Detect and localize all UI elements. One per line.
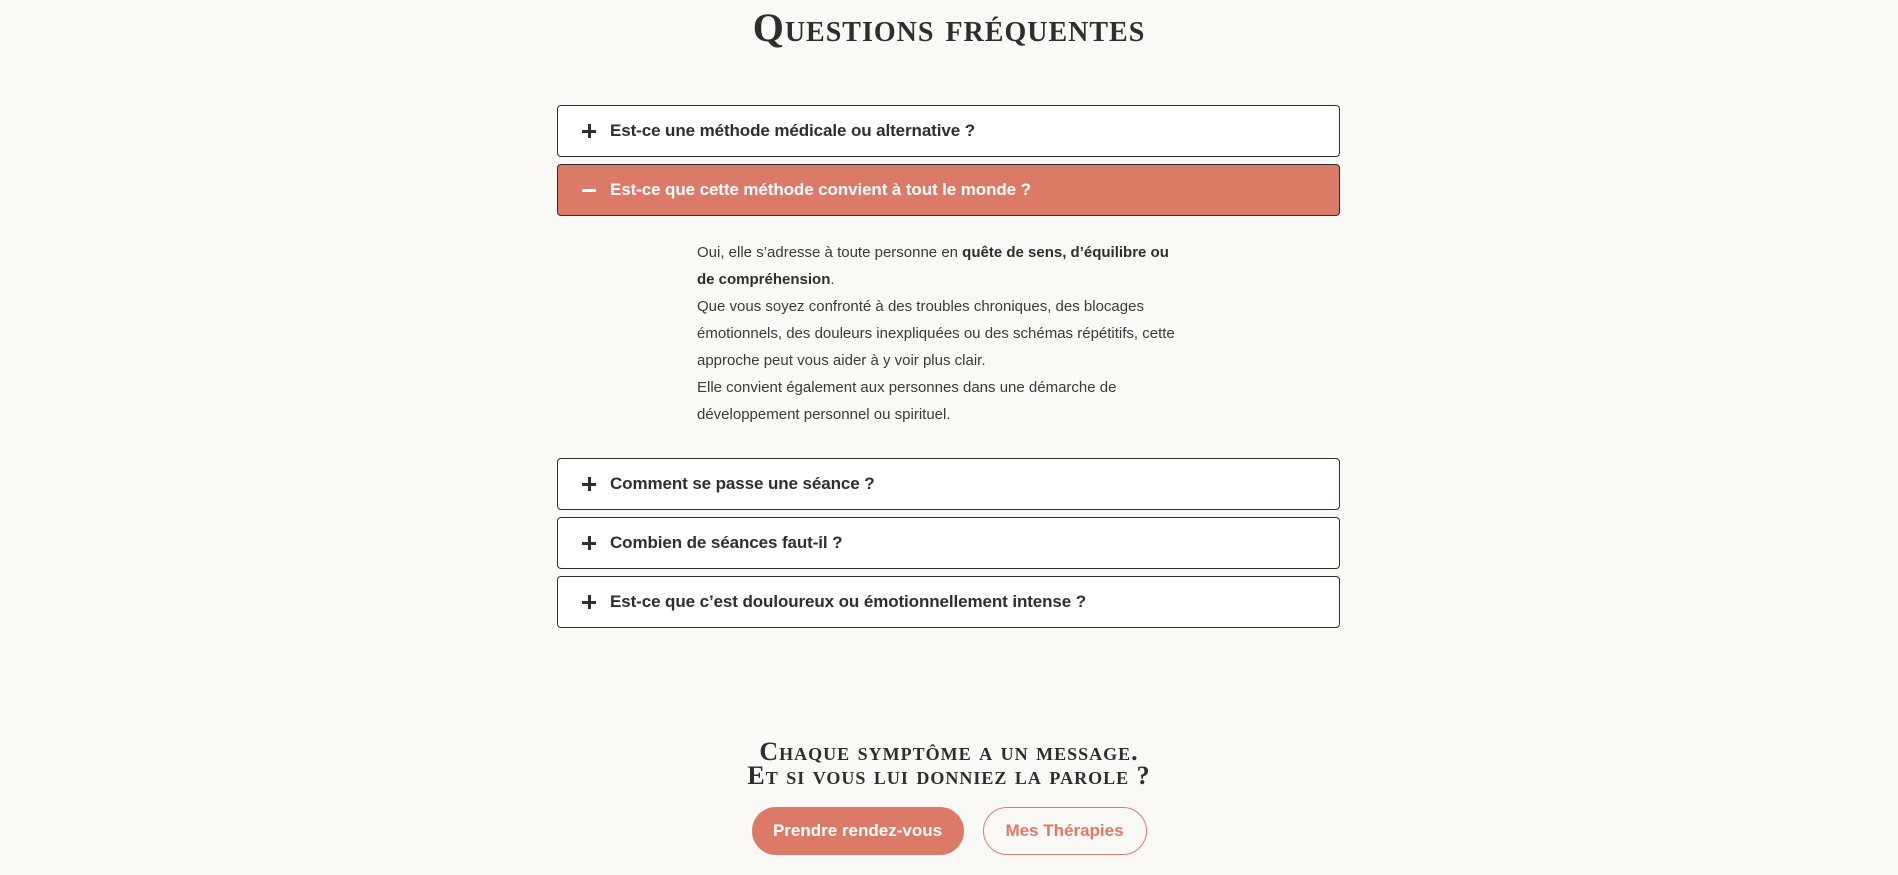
answer-text: Oui, elle s’adresse à toute personne en	[697, 244, 963, 261]
faq-question: Est-ce une méthode médicale ou alternative ?	[610, 121, 975, 140]
book-appointment-button[interactable]: Prendre rendez-vous	[752, 807, 964, 855]
faq-question: Comment se passe une séance ?	[610, 474, 875, 493]
faq-item-count[interactable]	[557, 517, 1340, 569]
therapies-button[interactable]: Mes Thérapies	[983, 807, 1147, 855]
cta-heading	[0, 737, 1898, 790]
cta-buttons	[0, 807, 1898, 855]
faq-question: Est-ce que cette méthode convient à tout le monde ?	[610, 180, 1031, 199]
faq-title: Questions fréquentes	[752, 5, 1146, 50]
answer-paragraph: Que vous soyez confronté à des troubles chroniques, des blocages émotionnels, des douleurs inexpliquées ou des schémas répétitifs, cette approche peut vous aider à y voir plus clair.	[697, 298, 1175, 369]
answer-emphasis: quête de sens, d’équilibre ou de compréhension	[697, 244, 1169, 288]
answer-text: .	[830, 271, 835, 288]
faq-answer-panel	[697, 239, 1177, 428]
plus-icon	[580, 593, 598, 611]
faq-question: Est-ce que c’est douloureux ou émotionnellement intense ?	[610, 592, 1087, 611]
faq-item-suitability[interactable]	[557, 164, 1340, 216]
faq-item-medical[interactable]	[557, 105, 1340, 157]
answer-paragraph	[697, 239, 1177, 293]
faq-item-session[interactable]	[557, 458, 1340, 510]
cta-line-1: Chaque symptôme a un message.	[759, 737, 1139, 766]
plus-icon	[580, 122, 598, 140]
plus-icon	[580, 475, 598, 493]
plus-icon	[580, 534, 598, 552]
answer-paragraph: Elle convient également aux personnes dans une démarche de développement personnel ou spirituel.	[697, 379, 1117, 423]
faq-question: Combien de séances faut-il ?	[610, 533, 843, 552]
cta-line-2: Et si vous lui donniez la parole ?	[747, 761, 1151, 790]
minus-icon	[580, 181, 598, 199]
faq-item-intensity[interactable]	[557, 576, 1340, 628]
